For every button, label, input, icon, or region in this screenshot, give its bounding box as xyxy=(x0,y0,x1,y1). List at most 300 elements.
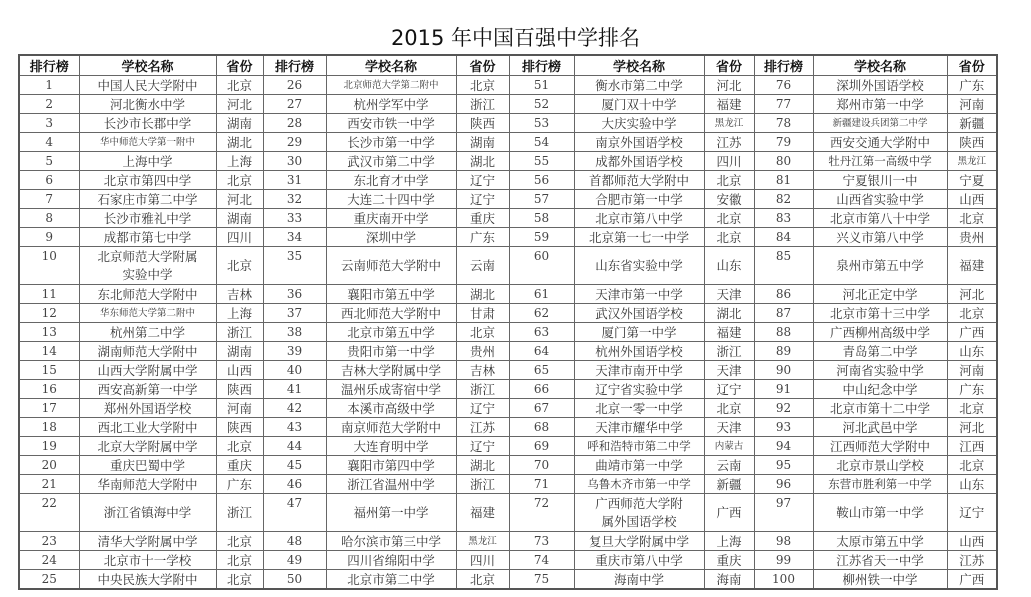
rank-cell: 13 xyxy=(19,323,79,342)
province-cell: 黑龙江 xyxy=(704,114,754,133)
province-cell: 四川 xyxy=(704,152,754,171)
rank-cell: 32 xyxy=(263,190,326,209)
province-cell: 新疆 xyxy=(947,114,997,133)
school-name-cell: 河北衡水中学 xyxy=(79,95,216,114)
rank-cell: 33 xyxy=(263,209,326,228)
table-row xyxy=(19,399,997,418)
school-name-cell: 长沙市长郡中学 xyxy=(79,114,216,133)
province-cell: 天津 xyxy=(704,418,754,437)
rank-cell: 94 xyxy=(754,437,813,456)
province-header: 省份 xyxy=(456,55,509,76)
rank-cell: 28 xyxy=(263,114,326,133)
rank-cell: 12 xyxy=(19,304,79,323)
school-name-cell: 北京一零一中学 xyxy=(574,399,704,418)
province-cell: 贵州 xyxy=(947,228,997,247)
school-name-cell: 北京市第十二中学 xyxy=(813,399,947,418)
school-name-cell: 福州第一中学 xyxy=(326,494,456,532)
rank-cell: 60 xyxy=(509,247,574,285)
school-name-cell: 东北师范大学附中 xyxy=(79,285,216,304)
province-cell: 江西 xyxy=(947,437,997,456)
province-cell: 江苏 xyxy=(947,551,997,570)
school-name-cell: 北京市第四中学 xyxy=(79,171,216,190)
school-name-cell: 哈尔滨市第三中学 xyxy=(326,532,456,551)
province-cell: 北京 xyxy=(947,304,997,323)
province-cell: 贵州 xyxy=(456,342,509,361)
rank-cell: 78 xyxy=(754,114,813,133)
rank-cell: 54 xyxy=(509,133,574,152)
school-name-cell: 重庆南开中学 xyxy=(326,209,456,228)
province-cell: 吉林 xyxy=(216,285,263,304)
province-cell: 湖南 xyxy=(216,114,263,133)
province-cell: 湖北 xyxy=(456,456,509,475)
school-name-cell: 杭州第二中学 xyxy=(79,323,216,342)
school-name-cell: 广西柳州高级中学 xyxy=(813,323,947,342)
rank-cell: 71 xyxy=(509,475,574,494)
rank-cell: 30 xyxy=(263,152,326,171)
school-name-cell: 河北武邑中学 xyxy=(813,418,947,437)
rank-cell: 45 xyxy=(263,456,326,475)
table-row xyxy=(19,228,997,247)
rank-cell: 35 xyxy=(263,247,326,285)
rank-cell: 44 xyxy=(263,437,326,456)
school-name-cell: 西安交通大学附中 xyxy=(813,133,947,152)
province-cell: 广东 xyxy=(947,380,997,399)
school-name-cell: 浙江省温州中学 xyxy=(326,475,456,494)
province-cell: 黑龙江 xyxy=(947,152,997,171)
province-cell: 辽宁 xyxy=(456,437,509,456)
province-cell: 河北 xyxy=(216,190,263,209)
page-title: 2015 年中国百强中学排名 xyxy=(390,26,641,50)
school-name-cell: 新疆建设兵团第二中学 xyxy=(813,114,947,133)
province-cell: 北京 xyxy=(704,228,754,247)
rank-cell: 52 xyxy=(509,95,574,114)
province-cell: 北京 xyxy=(704,399,754,418)
table-row xyxy=(19,361,997,380)
province-header: 省份 xyxy=(216,55,263,76)
rank-cell: 90 xyxy=(754,361,813,380)
province-cell: 河北 xyxy=(947,418,997,437)
province-cell: 山西 xyxy=(216,361,263,380)
school-name-cell: 衡水市第二中学 xyxy=(574,76,704,95)
province-cell: 浙江 xyxy=(456,380,509,399)
school-name-cell: 长沙市第一中学 xyxy=(326,133,456,152)
rank-cell: 87 xyxy=(754,304,813,323)
province-cell: 广东 xyxy=(216,475,263,494)
school-name-cell: 上海中学 xyxy=(79,152,216,171)
rank-cell: 55 xyxy=(509,152,574,171)
province-cell: 福建 xyxy=(704,95,754,114)
rank-cell: 47 xyxy=(263,494,326,532)
school-name-cell: 石家庄市第二中学 xyxy=(79,190,216,209)
province-cell: 四川 xyxy=(216,228,263,247)
rank-cell: 27 xyxy=(263,95,326,114)
rank-cell: 21 xyxy=(19,475,79,494)
rank-cell: 9 xyxy=(19,228,79,247)
province-cell: 北京 xyxy=(947,399,997,418)
rank-cell: 57 xyxy=(509,190,574,209)
province-cell: 北京 xyxy=(216,532,263,551)
table-row xyxy=(19,380,997,399)
school-name-cell: 中央民族大学附中 xyxy=(79,570,216,590)
province-cell: 湖北 xyxy=(216,133,263,152)
school-name-cell: 东营市胜利第一中学 xyxy=(813,475,947,494)
table-row xyxy=(19,247,997,285)
school-name-line: 北京师范大学附属 xyxy=(97,248,198,264)
rank-cell: 82 xyxy=(754,190,813,209)
school-name-cell: 云南师范大学附中 xyxy=(326,247,456,285)
rank-cell: 83 xyxy=(754,209,813,228)
rank-cell: 10 xyxy=(19,247,79,285)
rank-cell: 34 xyxy=(263,228,326,247)
rank-cell: 85 xyxy=(754,247,813,285)
school-name-cell: 中国人民大学附中 xyxy=(79,76,216,95)
rank-cell: 19 xyxy=(19,437,79,456)
table-row xyxy=(19,456,997,475)
rank-cell: 38 xyxy=(263,323,326,342)
school-name-cell: 北京市第十三中学 xyxy=(813,304,947,323)
school-name-cell: 西安市铁一中学 xyxy=(326,114,456,133)
school-name-cell: 河南省实验中学 xyxy=(813,361,947,380)
school-name-cell: 山西省实验中学 xyxy=(813,190,947,209)
school-name-cell: 清华大学附属中学 xyxy=(79,532,216,551)
province-cell: 河南 xyxy=(216,399,263,418)
province-cell: 北京 xyxy=(216,171,263,190)
school-name-cell xyxy=(79,247,216,285)
table-row xyxy=(19,475,997,494)
province-cell: 北京 xyxy=(456,76,509,95)
rank-cell: 96 xyxy=(754,475,813,494)
school-name-cell: 北京市第二中学 xyxy=(326,570,456,590)
table-row xyxy=(19,570,997,590)
header-row xyxy=(19,55,997,76)
province-cell: 广西 xyxy=(947,323,997,342)
rank-cell: 72 xyxy=(509,494,574,532)
school-name-cell: 华东师范大学第二附中 xyxy=(79,304,216,323)
rank-cell: 41 xyxy=(263,380,326,399)
rank-cell: 88 xyxy=(754,323,813,342)
province-cell: 湖北 xyxy=(704,304,754,323)
school-name-cell: 湖南师范大学附中 xyxy=(79,342,216,361)
school-name-cell: 江苏省天一中学 xyxy=(813,551,947,570)
school-name-cell: 天津市耀华中学 xyxy=(574,418,704,437)
rank-cell: 79 xyxy=(754,133,813,152)
school-name-cell: 北京市第八中学 xyxy=(574,209,704,228)
province-cell: 河南 xyxy=(947,361,997,380)
school-name-cell: 武汉外国语学校 xyxy=(574,304,704,323)
province-cell: 陕西 xyxy=(456,114,509,133)
rank-cell: 51 xyxy=(509,76,574,95)
rank-cell: 63 xyxy=(509,323,574,342)
province-cell: 辽宁 xyxy=(456,190,509,209)
province-cell: 云南 xyxy=(704,456,754,475)
province-cell: 山东 xyxy=(947,342,997,361)
table-row xyxy=(19,76,997,95)
province-cell: 北京 xyxy=(704,171,754,190)
province-cell: 浙江 xyxy=(216,323,263,342)
rank-cell: 56 xyxy=(509,171,574,190)
rank-header: 排行榜 xyxy=(19,55,79,76)
school-name-cell: 郑州市第一中学 xyxy=(813,95,947,114)
province-cell: 北京 xyxy=(216,247,263,285)
school-name-cell: 深圳中学 xyxy=(326,228,456,247)
school-name-header: 学校名称 xyxy=(79,55,216,76)
rank-cell: 80 xyxy=(754,152,813,171)
rank-cell: 37 xyxy=(263,304,326,323)
school-name-cell: 成都市第七中学 xyxy=(79,228,216,247)
school-name-cell: 青岛第二中学 xyxy=(813,342,947,361)
rank-cell: 24 xyxy=(19,551,79,570)
rank-cell: 92 xyxy=(754,399,813,418)
rank-cell: 81 xyxy=(754,171,813,190)
school-name-line: 属外国语学校 xyxy=(601,513,677,529)
school-name-cell: 北京大学附属中学 xyxy=(79,437,216,456)
rank-cell: 65 xyxy=(509,361,574,380)
province-cell: 云南 xyxy=(456,247,509,285)
rank-cell: 7 xyxy=(19,190,79,209)
rank-cell: 1 xyxy=(19,76,79,95)
rank-cell: 73 xyxy=(509,532,574,551)
school-name-cell: 山西大学附属中学 xyxy=(79,361,216,380)
rank-cell: 61 xyxy=(509,285,574,304)
school-name-cell: 江西师范大学附中 xyxy=(813,437,947,456)
table-row xyxy=(19,190,997,209)
school-name-cell: 本溪市高级中学 xyxy=(326,399,456,418)
table-row xyxy=(19,304,997,323)
rank-cell: 77 xyxy=(754,95,813,114)
school-name-cell: 合肥市第一中学 xyxy=(574,190,704,209)
school-name-cell: 大连育明中学 xyxy=(326,437,456,456)
rank-cell: 74 xyxy=(509,551,574,570)
table-row xyxy=(19,133,997,152)
province-cell: 上海 xyxy=(704,532,754,551)
rank-cell: 59 xyxy=(509,228,574,247)
rank-cell: 25 xyxy=(19,570,79,590)
school-name-cell: 泉州市第五中学 xyxy=(813,247,947,285)
rank-cell: 76 xyxy=(754,76,813,95)
school-name-cell: 北京市第五中学 xyxy=(326,323,456,342)
province-cell: 辽宁 xyxy=(456,399,509,418)
school-name-cell: 呼和浩特市第二中学 xyxy=(574,437,704,456)
province-cell: 吉林 xyxy=(456,361,509,380)
table-row xyxy=(19,551,997,570)
school-name-cell: 四川省绵阳中学 xyxy=(326,551,456,570)
table-row xyxy=(19,209,997,228)
province-cell: 重庆 xyxy=(216,456,263,475)
rank-cell: 17 xyxy=(19,399,79,418)
school-name-cell: 东北育才中学 xyxy=(326,171,456,190)
province-cell: 江苏 xyxy=(456,418,509,437)
school-name-header: 学校名称 xyxy=(326,55,456,76)
school-name-cell: 北京师范大学第二附中 xyxy=(326,76,456,95)
school-name-cell: 北京市第八十中学 xyxy=(813,209,947,228)
school-name-header: 学校名称 xyxy=(813,55,947,76)
school-name-cell: 杭州学军中学 xyxy=(326,95,456,114)
table-row xyxy=(19,494,997,532)
rank-cell: 8 xyxy=(19,209,79,228)
school-name-cell: 西安高新第一中学 xyxy=(79,380,216,399)
school-name-cell xyxy=(574,494,704,532)
table-row xyxy=(19,114,997,133)
school-name-cell: 浙江省镇海中学 xyxy=(79,494,216,532)
school-name-cell: 复旦大学附属中学 xyxy=(574,532,704,551)
province-cell: 天津 xyxy=(704,361,754,380)
school-name-cell: 大庆实验中学 xyxy=(574,114,704,133)
province-cell: 重庆 xyxy=(456,209,509,228)
rank-cell: 18 xyxy=(19,418,79,437)
school-name-cell: 北京市景山学校 xyxy=(813,456,947,475)
rank-cell: 98 xyxy=(754,532,813,551)
province-cell: 北京 xyxy=(947,209,997,228)
province-cell: 北京 xyxy=(456,570,509,590)
rank-header: 排行榜 xyxy=(754,55,813,76)
rank-cell: 67 xyxy=(509,399,574,418)
school-name-cell: 成都外国语学校 xyxy=(574,152,704,171)
province-cell: 河北 xyxy=(216,95,263,114)
rank-cell: 66 xyxy=(509,380,574,399)
rank-cell: 16 xyxy=(19,380,79,399)
province-cell: 湖南 xyxy=(216,342,263,361)
province-cell: 浙江 xyxy=(216,494,263,532)
school-name-cell: 杭州外国语学校 xyxy=(574,342,704,361)
ranking-table xyxy=(18,54,998,590)
province-cell: 福建 xyxy=(704,323,754,342)
school-name-cell: 牡丹江第一高级中学 xyxy=(813,152,947,171)
school-name-line: 广西师范大学附 xyxy=(595,495,683,511)
school-name-cell: 太原市第五中学 xyxy=(813,532,947,551)
rank-cell: 49 xyxy=(263,551,326,570)
school-name-cell: 中山纪念中学 xyxy=(813,380,947,399)
rank-header: 排行榜 xyxy=(263,55,326,76)
province-cell: 湖北 xyxy=(456,285,509,304)
rank-cell: 39 xyxy=(263,342,326,361)
school-name-cell: 河北正定中学 xyxy=(813,285,947,304)
province-cell: 内蒙古 xyxy=(704,437,754,456)
province-cell: 北京 xyxy=(216,76,263,95)
province-cell: 浙江 xyxy=(704,342,754,361)
province-cell: 广东 xyxy=(456,228,509,247)
table-body xyxy=(19,76,997,590)
province-cell: 湖北 xyxy=(456,152,509,171)
province-cell: 北京 xyxy=(216,570,263,590)
province-cell: 山东 xyxy=(947,475,997,494)
province-cell: 福建 xyxy=(456,494,509,532)
school-name-cell: 乌鲁木齐市第一中学 xyxy=(574,475,704,494)
school-name-cell: 郑州外国语学校 xyxy=(79,399,216,418)
province-cell: 山西 xyxy=(947,532,997,551)
province-cell: 黑龙江 xyxy=(456,532,509,551)
rank-cell: 2 xyxy=(19,95,79,114)
province-cell: 上海 xyxy=(216,304,263,323)
rank-cell: 14 xyxy=(19,342,79,361)
rank-cell: 23 xyxy=(19,532,79,551)
school-name-cell: 温州乐成寄宿中学 xyxy=(326,380,456,399)
rank-cell: 93 xyxy=(754,418,813,437)
school-name-cell: 大连二十四中学 xyxy=(326,190,456,209)
school-name-cell: 重庆巴蜀中学 xyxy=(79,456,216,475)
school-name-cell: 鞍山市第一中学 xyxy=(813,494,947,532)
rank-cell: 75 xyxy=(509,570,574,590)
school-name-cell: 吉林大学附属中学 xyxy=(326,361,456,380)
rank-cell: 48 xyxy=(263,532,326,551)
table-row xyxy=(19,437,997,456)
school-name-cell: 北京第一七一中学 xyxy=(574,228,704,247)
school-name-cell: 长沙市雅礼中学 xyxy=(79,209,216,228)
school-name-cell: 曲靖市第一中学 xyxy=(574,456,704,475)
school-name-cell: 天津市南开中学 xyxy=(574,361,704,380)
table-row xyxy=(19,532,997,551)
province-cell: 福建 xyxy=(947,247,997,285)
province-cell: 北京 xyxy=(216,437,263,456)
school-name-cell: 西北工业大学附中 xyxy=(79,418,216,437)
school-name-cell: 兴义市第八中学 xyxy=(813,228,947,247)
province-cell: 天津 xyxy=(704,285,754,304)
province-cell: 辽宁 xyxy=(947,494,997,532)
rank-cell: 58 xyxy=(509,209,574,228)
school-name-cell: 贵阳市第一中学 xyxy=(326,342,456,361)
table-row xyxy=(19,323,997,342)
rank-cell: 97 xyxy=(754,494,813,532)
rank-cell: 22 xyxy=(19,494,79,532)
school-name-cell: 南京师范大学附中 xyxy=(326,418,456,437)
province-cell: 湖南 xyxy=(456,133,509,152)
school-name-cell: 宁夏银川一中 xyxy=(813,171,947,190)
province-cell: 重庆 xyxy=(704,551,754,570)
table-row xyxy=(19,171,997,190)
province-cell: 河南 xyxy=(947,95,997,114)
province-cell: 河北 xyxy=(947,285,997,304)
province-header: 省份 xyxy=(947,55,997,76)
province-cell: 北京 xyxy=(456,323,509,342)
province-cell: 山西 xyxy=(947,190,997,209)
rank-cell: 4 xyxy=(19,133,79,152)
school-name-cell: 襄阳市第四中学 xyxy=(326,456,456,475)
province-cell: 海南 xyxy=(704,570,754,590)
school-name-cell: 重庆市第八中学 xyxy=(574,551,704,570)
rank-cell: 11 xyxy=(19,285,79,304)
table-row xyxy=(19,418,997,437)
rank-cell: 43 xyxy=(263,418,326,437)
school-name-cell: 北京市十一学校 xyxy=(79,551,216,570)
province-cell: 广西 xyxy=(947,570,997,590)
school-name-cell: 海南中学 xyxy=(574,570,704,590)
rank-cell: 70 xyxy=(509,456,574,475)
rank-cell: 42 xyxy=(263,399,326,418)
rank-cell: 29 xyxy=(263,133,326,152)
province-cell: 陕西 xyxy=(216,380,263,399)
province-cell: 陕西 xyxy=(216,418,263,437)
rank-cell: 68 xyxy=(509,418,574,437)
school-name-cell: 西北师范大学附中 xyxy=(326,304,456,323)
rank-cell: 6 xyxy=(19,171,79,190)
school-name-cell: 首都师范大学附中 xyxy=(574,171,704,190)
school-name-cell: 武汉市第二中学 xyxy=(326,152,456,171)
province-header: 省份 xyxy=(704,55,754,76)
rank-cell: 5 xyxy=(19,152,79,171)
province-cell: 四川 xyxy=(456,551,509,570)
rank-cell: 89 xyxy=(754,342,813,361)
province-cell: 河北 xyxy=(704,76,754,95)
rank-cell: 62 xyxy=(509,304,574,323)
rank-cell: 15 xyxy=(19,361,79,380)
rank-cell: 64 xyxy=(509,342,574,361)
rank-cell: 20 xyxy=(19,456,79,475)
province-cell: 上海 xyxy=(216,152,263,171)
rank-cell: 84 xyxy=(754,228,813,247)
province-cell: 浙江 xyxy=(456,475,509,494)
table-row xyxy=(19,342,997,361)
province-cell: 北京 xyxy=(216,551,263,570)
school-name-cell: 南京外国语学校 xyxy=(574,133,704,152)
